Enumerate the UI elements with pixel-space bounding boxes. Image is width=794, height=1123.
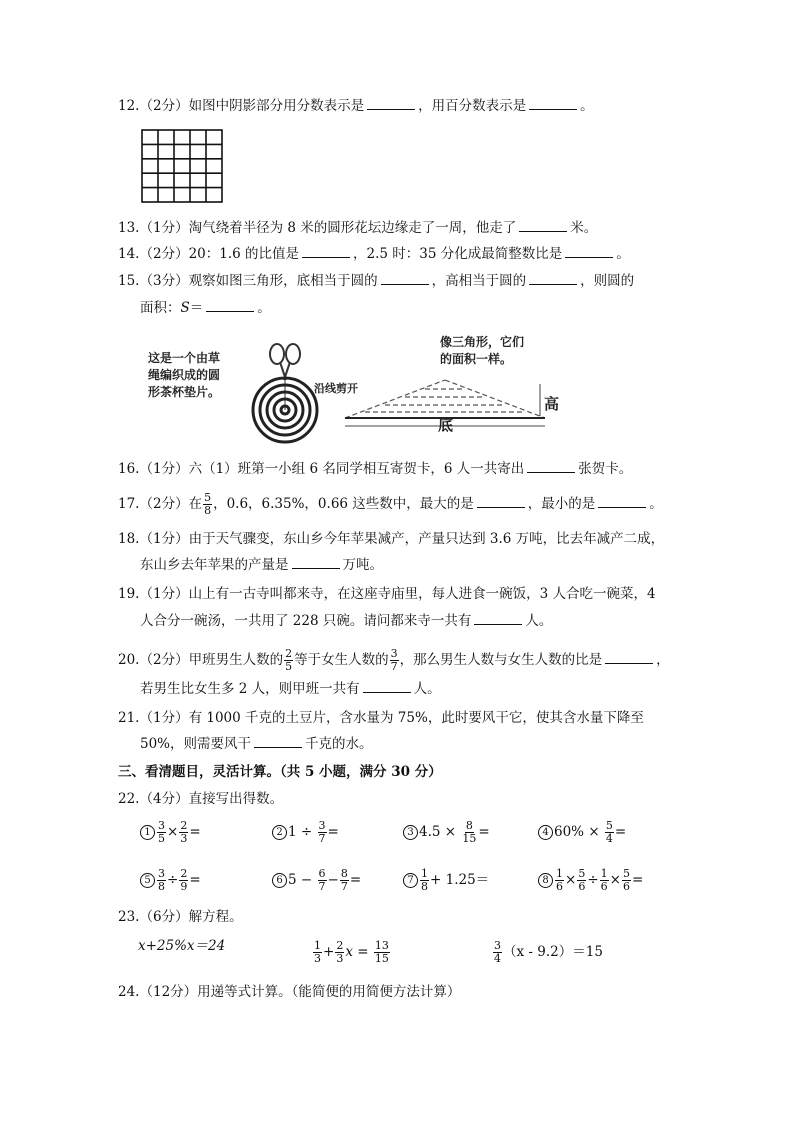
question-13: 13.（1分）淘气绕着半径为 8 米的圆形花坛边缘走了一周，他走了 米。 [118,220,598,236]
question-18-line2: 东山乡去年苹果的产量是 万吨。 [140,557,383,573]
question-21-line2: 50%，则需要风干 千克的水。 [140,736,373,752]
answer-blank[interactable] [527,460,575,473]
calc-item-8: 8 $\frac{1}{6}$ × $\frac{5}{6}$ ÷ $\frac{1}{6}$ × $\frac{5}{6}$ = [538,868,643,893]
calc-item-5: 5 $\frac{3}{8}$ ÷ $\frac{2}{9}$ = [140,868,201,893]
question-12: 12.（2分）如图中阴影部分用分数表示是 ，用百分数表示是 。 [118,98,594,114]
question-22: 22.（4分）直接写出得数。 [118,791,284,807]
question-14: 14.（2分）20：1.6 的比值是 ，2.5 时：35 分化成最简整数比是 。 [118,246,630,262]
fraction: $\frac{2}{5}$ [285,647,293,673]
equation-2: $\frac{1}{3}$ + $\frac{2}{3}$ x = $\frac{13}{15}$ [314,939,389,965]
calc-item-3: 3 4.5 × $\frac{8}{15}$ = [403,820,490,845]
section-3-heading: 三、看清题目，灵活计算。（共 5 小题，满分 30 分） [118,764,442,780]
question-19: 19.（1分）山上有一古寺叫都来寺，在这座寺庙里，每人进食一碗饭，3 人合吃一碗菜，4 [118,586,656,602]
answer-blank[interactable] [206,299,254,312]
calc-item-6: 6 5 − $\frac{6}{7}$ − $\frac{8}{7}$ = [272,868,361,893]
answer-blank[interactable] [381,272,429,285]
calc-item-1: 1 $\frac{3}{5}$ × $\frac{2}{3}$ = [140,820,201,845]
answer-blank[interactable] [254,735,302,748]
answer-blank[interactable] [565,245,613,258]
illustration-caption-right: 像三角形，它们 的面积一样。 [440,335,525,366]
question-19-line2: 人合分一碗汤，一共用了 228 只碗。请问都来寺一共有 人。 [140,613,553,629]
question-17: 17.（2分）在 $\frac{5}{8}$ ，0.6，6.35%，0.66 这些数中，最大的是 ，最小的是 。 [118,491,663,517]
triangle-figure [340,372,570,434]
question-21: 21.（1分）有 1000 千克的土豆片，含水量为 75%，此时要风干它，使其含水量下降至 [118,710,644,726]
answer-blank[interactable] [605,651,653,664]
base-label: 底 [438,416,454,434]
answer-blank[interactable] [302,245,350,258]
answer-blank[interactable] [474,612,522,625]
cut-label: 沿线剪开 [314,382,358,395]
fraction: $\frac{3}{7}$ [390,647,398,673]
question-20-line2: 若男生比女生多 2 人，则甲班一共有 人。 [140,681,441,697]
equation-1: x+25%x＝24 [138,938,226,954]
question-24: 24.（12分）用递等式计算。（能简便的用简便方法计算） [118,984,461,1000]
question-20: 20.（2分）甲班男生人数的 $\frac{2}{5}$ 等于女生人数的 $\frac{3}{7}$ ，那么男生人数与女生人数的比是 ， [118,647,670,673]
answer-blank[interactable] [529,272,577,285]
grid-figure [141,129,223,203]
answer-blank[interactable] [529,97,577,110]
question-15: 15.（3分）观察如图三角形，底相当于圆的 ，高相当于圆的 ，则圆的 [118,273,635,289]
question-18: 18.（1分）由于天气骤变，东山乡今年苹果减产，产量只达到 3.6 万吨，比去年减产二成， [118,531,665,547]
answer-blank[interactable] [477,495,525,508]
calc-item-2: 2 1 ÷ $\frac{3}{7}$ = [272,820,339,845]
question-15-line2: 面积：S＝ 。 [140,300,271,316]
answer-blank[interactable] [519,219,567,232]
illustration-caption-left: 这是一个由草 绳编织成的圆 形茶杯垫片。 [148,351,221,399]
calc-item-4: 4 60% × $\frac{5}{4}$ = [538,820,626,845]
answer-blank[interactable] [367,97,415,110]
answer-blank[interactable] [292,556,340,569]
height-label: 高 [544,395,560,413]
question-16: 16.（1分）六（1）班第一小组 6 名同学相互寄贺卡，6 人一共寄出 张贺卡。 [118,461,633,477]
answer-blank[interactable] [363,680,411,693]
answer-blank[interactable] [598,495,646,508]
equation-3: $\frac{3}{4}$ （x - 9.2）＝15 [494,939,603,965]
fraction: $\frac{5}{8}$ [204,491,212,517]
calc-item-7: 7 $\frac{1}{8}$ + 1.25＝ [403,868,489,893]
question-23: 23.（6分）解方程。 [118,909,243,925]
